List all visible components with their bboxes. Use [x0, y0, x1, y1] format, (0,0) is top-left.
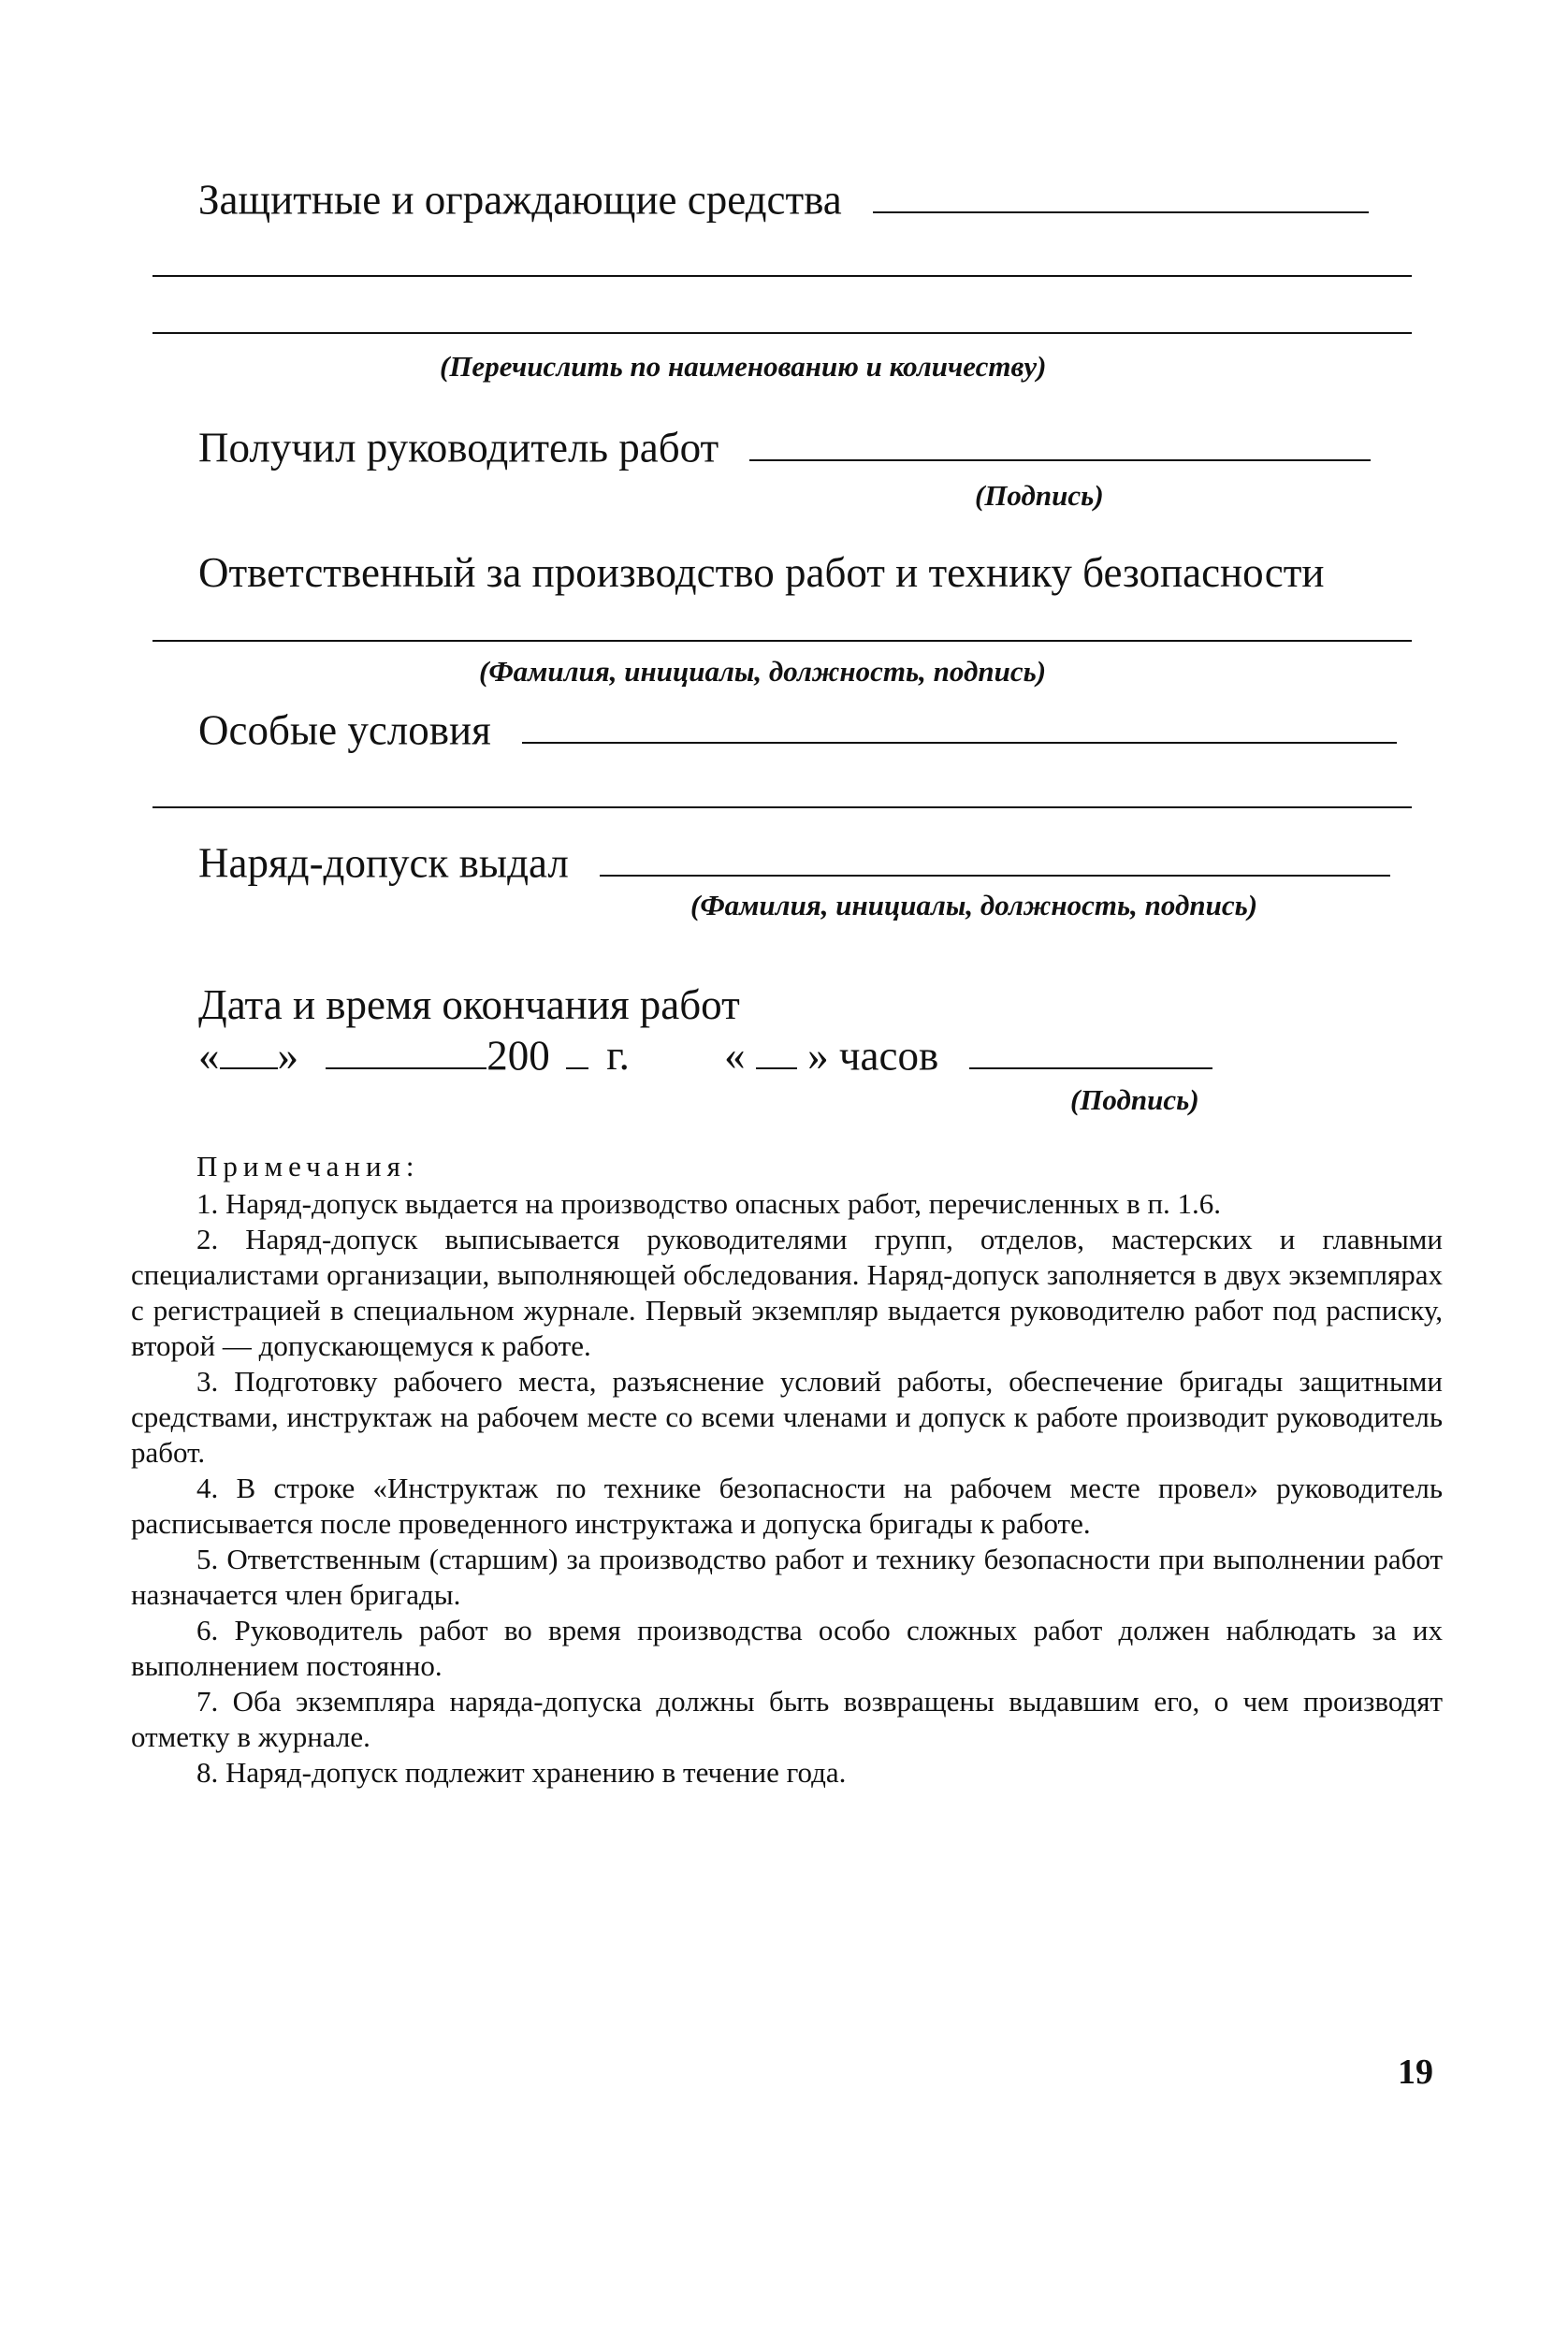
responsible-caption: (Фамилия, инициалы, должность, подпись) [479, 655, 1047, 688]
notes-section [131, 1149, 1443, 1791]
protective-means-line-2[interactable] [152, 275, 1412, 277]
year-prefix: 200 [486, 1032, 550, 1080]
special-conditions-line-2[interactable] [152, 806, 1412, 808]
special-conditions-field [198, 706, 1397, 754]
day-open-quote: « [198, 1032, 220, 1080]
issued-by-blank[interactable] [600, 839, 1390, 877]
page-number: 19 [1398, 2052, 1433, 2092]
note-item-4: 4. В строке «Инструктаж по технике безопасности на рабочем месте провел» руководитель расписывается после проведенного инструктажа и допуска бригады к работе. [131, 1472, 1443, 1540]
issued-by-label: Наряд-допуск выдал [198, 839, 569, 887]
note-item-1: 1. Наряд-допуск выдается на производство опасных работ, перечисленных в п. 1.6. [196, 1187, 1222, 1220]
day-close-quote: » [277, 1032, 298, 1080]
protective-means-line-3[interactable] [152, 332, 1412, 334]
end-signature-blank[interactable] [969, 1032, 1212, 1069]
protective-means-field [198, 176, 1369, 224]
special-conditions-blank[interactable] [522, 706, 1397, 744]
note-item-3: 3. Подготовку рабочего места, разъяснение условий работы, обеспечение бригады защитными средствами, инструктаж на рабочем месте со всеми членами и допуск к работе производит руководитель работ. [131, 1365, 1443, 1469]
received-by-caption: (Подпись) [975, 479, 1104, 512]
received-by-signature-blank[interactable] [749, 424, 1371, 461]
hour-close-quote: » [807, 1032, 829, 1080]
notes-heading: Примечания: [196, 1150, 420, 1182]
note-item-8: 8. Наряд-допуск подлежит хранению в течение года. [196, 1756, 847, 1789]
hours-word: часов [838, 1032, 939, 1080]
protective-means-caption: (Перечислить по наименованию и количеству) [440, 350, 1047, 383]
received-by-label: Получил руководитель работ [198, 424, 719, 471]
responsible-field [198, 549, 1325, 596]
note-item-2: 2. Наряд-допуск выписывается руководителями групп, отделов, мастерских и главными специалистами организации, выполняющей обследования. Наряд-допуск заполняется в двух экземплярах с регистрацией в специальном журнале. Первый экземпляр выдается руководителю работ под расписку, второй — допускающемуся к работе. [131, 1223, 1443, 1362]
day-blank[interactable] [220, 1032, 278, 1069]
received-by-field [198, 424, 1371, 469]
note-item-6: 6. Руководитель работ во время производства особо сложных работ должен наблюдать за их выполнением постоянно. [131, 1614, 1443, 1682]
month-blank[interactable] [326, 1032, 486, 1069]
hour-open-quote: « [724, 1032, 746, 1080]
responsible-line[interactable] [152, 640, 1412, 642]
protective-means-blank[interactable] [873, 176, 1369, 213]
responsible-label: Ответственный за производство работ и технику безопасности [198, 549, 1325, 596]
end-datetime-caption: (Подпись) [1070, 1083, 1199, 1116]
protective-means-label: Защитные и ограждающие средства [198, 176, 842, 224]
year-suffix: г. [606, 1032, 630, 1080]
issued-by-caption: (Фамилия, инициалы, должность, подпись) [690, 889, 1258, 921]
note-item-7: 7. Оба экземпляра наряда-допуска должны быть возвращены выдавшим его, о чем производят отметку в журнале. [131, 1685, 1443, 1753]
issued-by-field [198, 839, 1390, 887]
special-conditions-label: Особые условия [198, 706, 491, 754]
end-datetime-row [198, 1032, 1212, 1080]
year-blank[interactable] [566, 1032, 588, 1069]
note-item-5: 5. Ответственным (старшим) за производство работ и технику безопасности при выполнении работ назначается член бригады. [131, 1543, 1443, 1611]
hour-blank[interactable] [756, 1032, 797, 1069]
end-datetime-label: Дата и время окончания работ [198, 981, 740, 1028]
